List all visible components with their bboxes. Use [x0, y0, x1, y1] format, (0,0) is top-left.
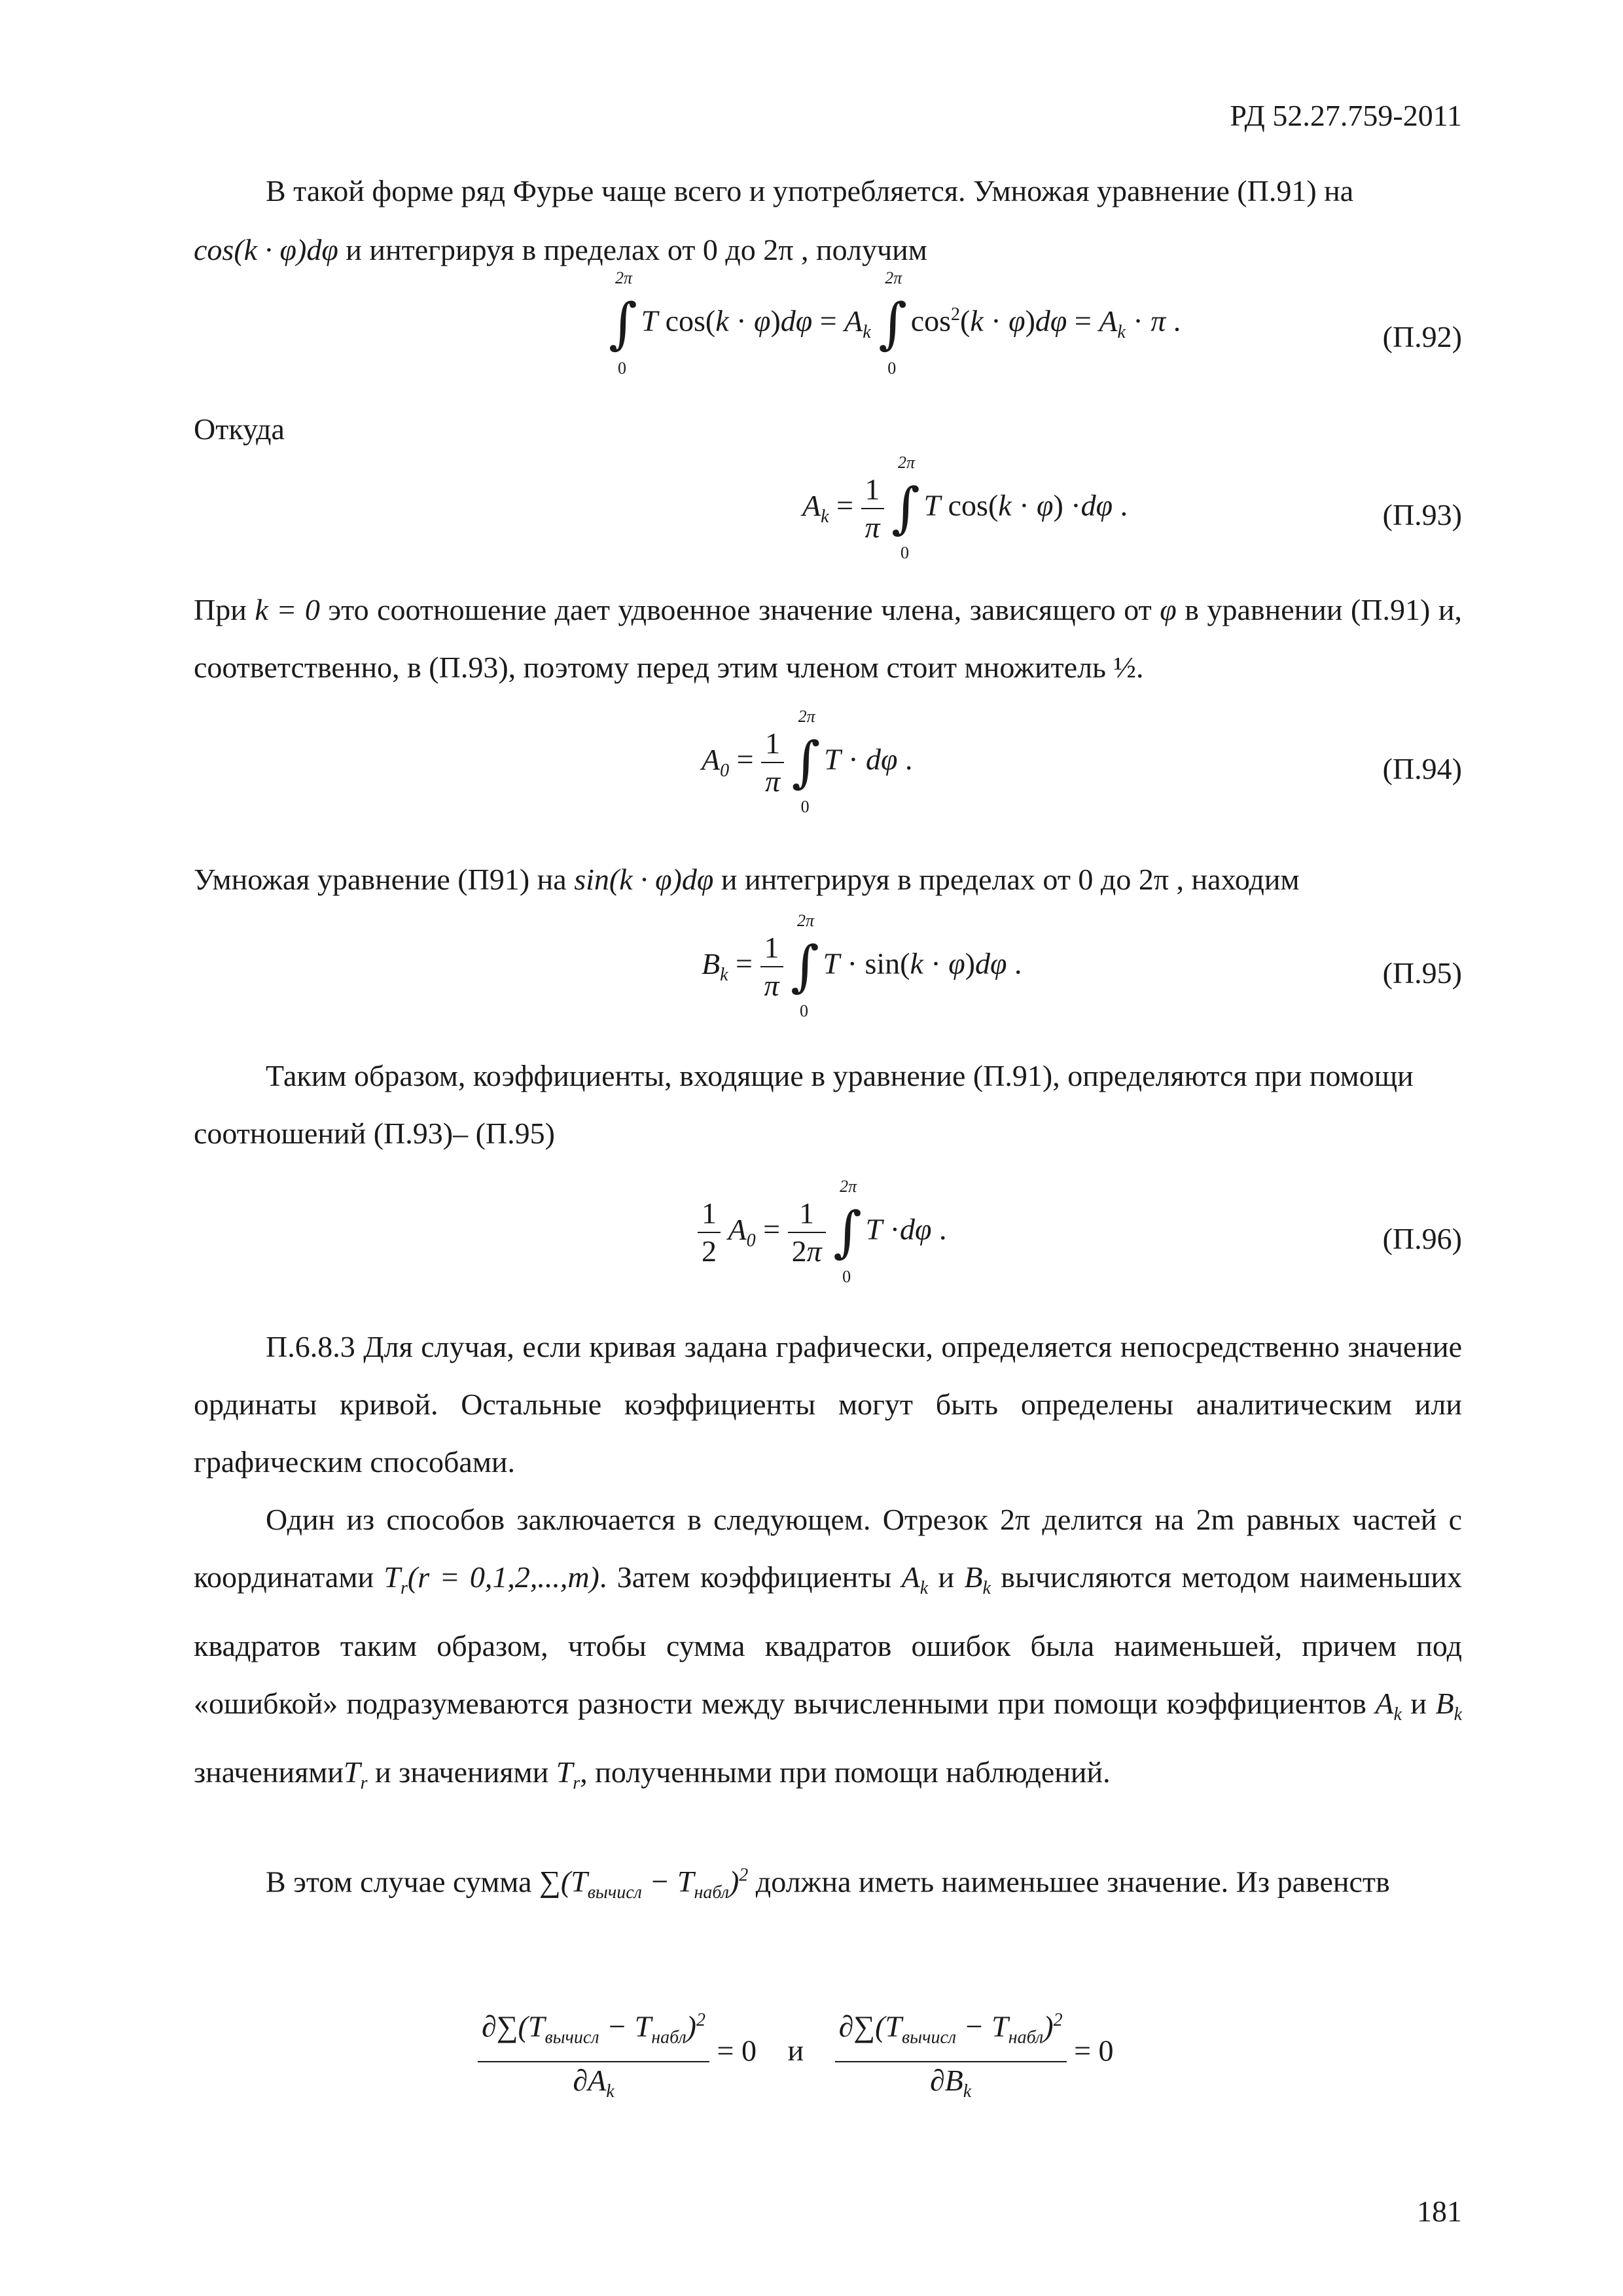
equation-label-p92: (П.92) — [1382, 320, 1462, 353]
conjunction-and: и — [787, 2034, 804, 2068]
p7-text-b: . Затем коэффициенты — [599, 1560, 902, 1594]
fraction: $\frac{\partial\sum(T_{вычисл} - T_{набл})^2}{\partial A_k}$ — [478, 1998, 709, 2110]
math-Ak: $A_k$ — [901, 1560, 929, 1599]
p8-text-b: должна иметь наименьшее значение. Из равенств — [748, 1865, 1390, 1899]
integral-icon: 2π ∫ 0 — [609, 268, 637, 378]
integral-icon: 2π ∫ 0 — [791, 707, 821, 816]
equation-p94: $A_0$ = $\frac{1}{\pi}$ 2π ∫ 0 T · dφ . — [702, 707, 913, 816]
math-cos-kphi: cos(k · φ)dφ — [194, 233, 338, 266]
equation-label-p93: (П.93) — [1382, 498, 1462, 531]
math-Bk: $B_k$ — [964, 1560, 991, 1599]
math-phi: φ — [1160, 593, 1177, 626]
fraction: $\frac{1}{2}$ — [698, 1195, 721, 1270]
p7-text-d: значениями — [194, 1755, 344, 1789]
math-Tr: $T_r$ — [556, 1755, 580, 1794]
fraction: $\frac{\partial\sum(T_{вычисл} - T_{набл})^2}{\partial B_k}$ — [835, 1998, 1067, 2110]
p7-text-f: , полученными при помощи наблюдений. — [580, 1755, 1111, 1789]
paragraph-6: П.6.8.3 Для случая, если кривая задана графически, определяется непосредственно значение ординаты кривой. Остальные коэффициенты могут быть определены аналитическим или графическим способами. — [194, 1330, 1462, 1479]
paragraph-5: Таким образом, коэффициенты, входящие в уравнение (П.91), определяются при помощи соотношений (П.93)– (П.95) — [194, 1059, 1414, 1150]
math-sin-kphi: sin(k · φ)dφ — [574, 863, 714, 896]
fraction: $\frac{1}{\pi}$ — [761, 725, 784, 800]
math-Tr: $T_r$ — [344, 1755, 368, 1794]
integral-icon: 2π ∫ 0 — [891, 453, 920, 562]
p7-text-e: и значениями — [367, 1755, 556, 1789]
fraction: $\frac{1}{\pi}$ — [760, 929, 783, 1004]
paragraph-3 — [194, 581, 1462, 696]
equation-label-p96: (П.96) — [1382, 1222, 1462, 1255]
p7-and: и — [1401, 1687, 1436, 1721]
document-code: РД 52.27.759-2011 — [1230, 99, 1462, 132]
paragraph-2: Откуда — [194, 412, 285, 446]
equation-partial-derivatives — [478, 1998, 1114, 2110]
integral-icon: 2π ∫ 0 — [833, 1177, 862, 1286]
math-sum-squares: $\sum(T_{вычисл} - T_{набл})^2$ — [539, 1865, 749, 1903]
p3-text-c: в уравнении (П.91) и, соответственно, в (П.93), поэтому перед этим членом стоит множитель ½. — [194, 593, 1463, 684]
equation-label-p95: (П.95) — [1382, 956, 1462, 990]
p3-text-a: При — [194, 593, 255, 626]
p4-text-a: Умножая уравнение (П91) на — [194, 863, 575, 896]
paragraph-1 — [194, 162, 1462, 220]
p7-text-a: Один из способов заключается в следующем. Отрезок 2π делится на 2m равных частей с координатами — [194, 1503, 1462, 1594]
paragraph-1-line-2 — [194, 221, 1462, 279]
paragraph-7 — [194, 1491, 1462, 1813]
p8-text-a: В этом случае сумма — [266, 1865, 540, 1899]
paragraph-1-line-1: В такой форме ряд Фурье чаще всего и употребляется. Умножая уравнение (П.91) на — [266, 174, 1354, 207]
math-k-equals-0: k = 0 — [255, 593, 320, 626]
math-Bk: $B_k$ — [1435, 1687, 1463, 1725]
equals-zero: = 0 — [717, 2034, 757, 2068]
paragraph-4 — [194, 851, 1462, 908]
fraction: $\frac{1}{2\pi}$ — [788, 1195, 826, 1270]
math-Tr: $T_r(r = 0,1,2,...,m)$ — [383, 1560, 599, 1599]
p7-and: и — [928, 1560, 965, 1594]
page-number: 181 — [1417, 2195, 1462, 2228]
paragraph-8 — [194, 1847, 1462, 1922]
equation-p92: 2π ∫ 0 T $\cos(k \cdot \varphi)d\varphi = A_k$ 2π ∫ 0 $\cos^2(k \cdot \varphi)d\varphi = A_k \cdot \pi$ . — [609, 268, 1181, 378]
equation-p95: $B_k$ = $\frac{1}{\pi}$ 2π ∫ 0 T · sin(k · φ)dφ . — [702, 911, 1022, 1020]
integral-icon: 2π ∫ 0 — [878, 268, 907, 378]
equation-p93: $A_k$ = $\frac{1}{\pi}$ 2π ∫ 0 T cos(k · φ) ·dφ . — [802, 453, 1128, 562]
fraction: $\frac{1}{\pi}$ — [861, 471, 884, 546]
equation-p96: $\frac{1}{2}$ $A_0$ = $\frac{1}{2\pi}$ 2π ∫ 0 T ·dφ . — [698, 1195, 946, 1270]
equals-zero: = 0 — [1074, 2034, 1114, 2068]
p3-text-b: это соотношение дает удвоенное значение члена, зависящего от — [319, 593, 1160, 626]
math-Ak: $A_k$ — [1375, 1687, 1402, 1725]
equation-label-p94: (П.94) — [1382, 752, 1462, 785]
p4-text-b: и интегрируя в пределах от 0 до 2π , находим — [713, 863, 1300, 896]
paragraph-1-line-2-text: и интегрируя в пределах от 0 до 2π , получим — [338, 233, 927, 266]
integral-icon: 2π ∫ 0 — [791, 911, 819, 1020]
p7-text-c: вычисляются методом наименьших квадратов таким образом, чтобы сумма квадратов ошибок была наименьшей, причем под «ошибкой» подразумеваются разности между вычисленными при помощи коэффициентов — [194, 1560, 1462, 1721]
